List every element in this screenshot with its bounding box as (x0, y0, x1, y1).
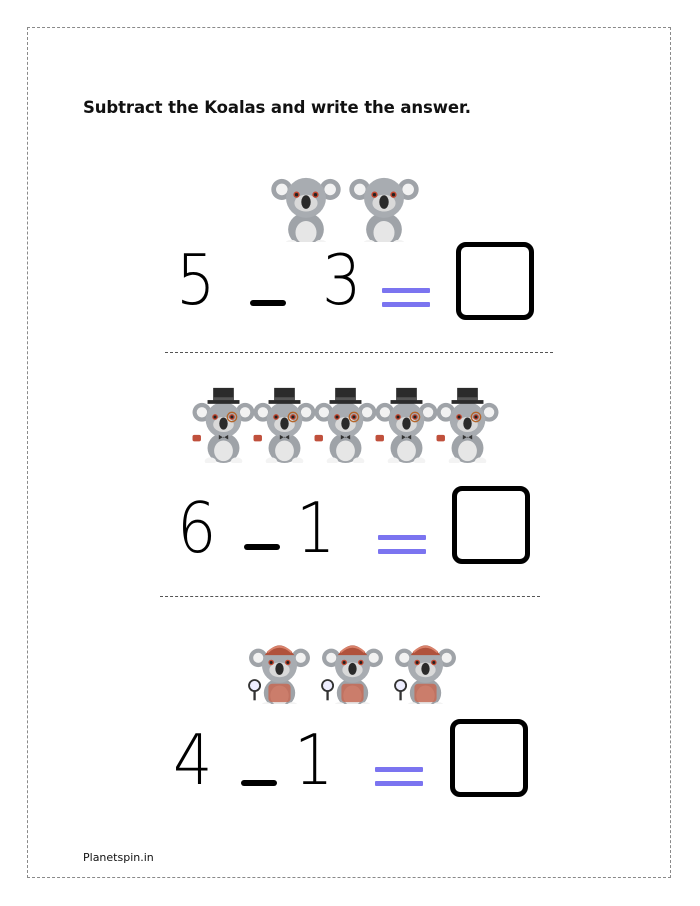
problem-2-minus-sign (244, 544, 280, 550)
problem-3-left-number: 4 (173, 719, 213, 802)
problem-1-right-number: 3 (322, 239, 362, 322)
top-hat-koala-icon (434, 386, 501, 463)
divider-1 (165, 352, 553, 353)
top-hat-koala-icon (251, 386, 318, 463)
detective-koala-icon (392, 632, 459, 704)
problem-1-left-number: 5 (176, 239, 216, 322)
top-hat-koala-icon (373, 386, 440, 463)
top-hat-koala-icon (312, 386, 379, 463)
divider-2 (160, 596, 540, 597)
instruction-text: Subtract the Koalas and write the answer. (83, 98, 471, 117)
plain-koala-icon (268, 160, 344, 242)
koala-group-2 (190, 386, 501, 463)
problem-2-left-number: 6 (177, 487, 217, 570)
problem-2-equals-sign (378, 535, 426, 554)
problem-3-equals-sign (375, 767, 423, 786)
koala-group-1 (268, 160, 422, 242)
top-hat-koala-icon (190, 386, 257, 463)
detective-koala-icon (319, 632, 386, 704)
koala-group-3 (246, 632, 459, 704)
problem-2-right-number: 1 (296, 487, 336, 570)
problem-1-minus-sign (250, 300, 286, 306)
problem-1-answer-box[interactable] (456, 242, 534, 320)
problem-3-answer-box[interactable] (450, 719, 528, 797)
plain-koala-icon (346, 160, 422, 242)
problem-2-answer-box[interactable] (452, 486, 530, 564)
problem-3-right-number: 1 (294, 719, 334, 802)
problem-1-equals-sign (382, 288, 430, 307)
footer-brand: Planetspin.in (83, 851, 154, 864)
problem-3-minus-sign (241, 780, 277, 786)
detective-koala-icon (246, 632, 313, 704)
